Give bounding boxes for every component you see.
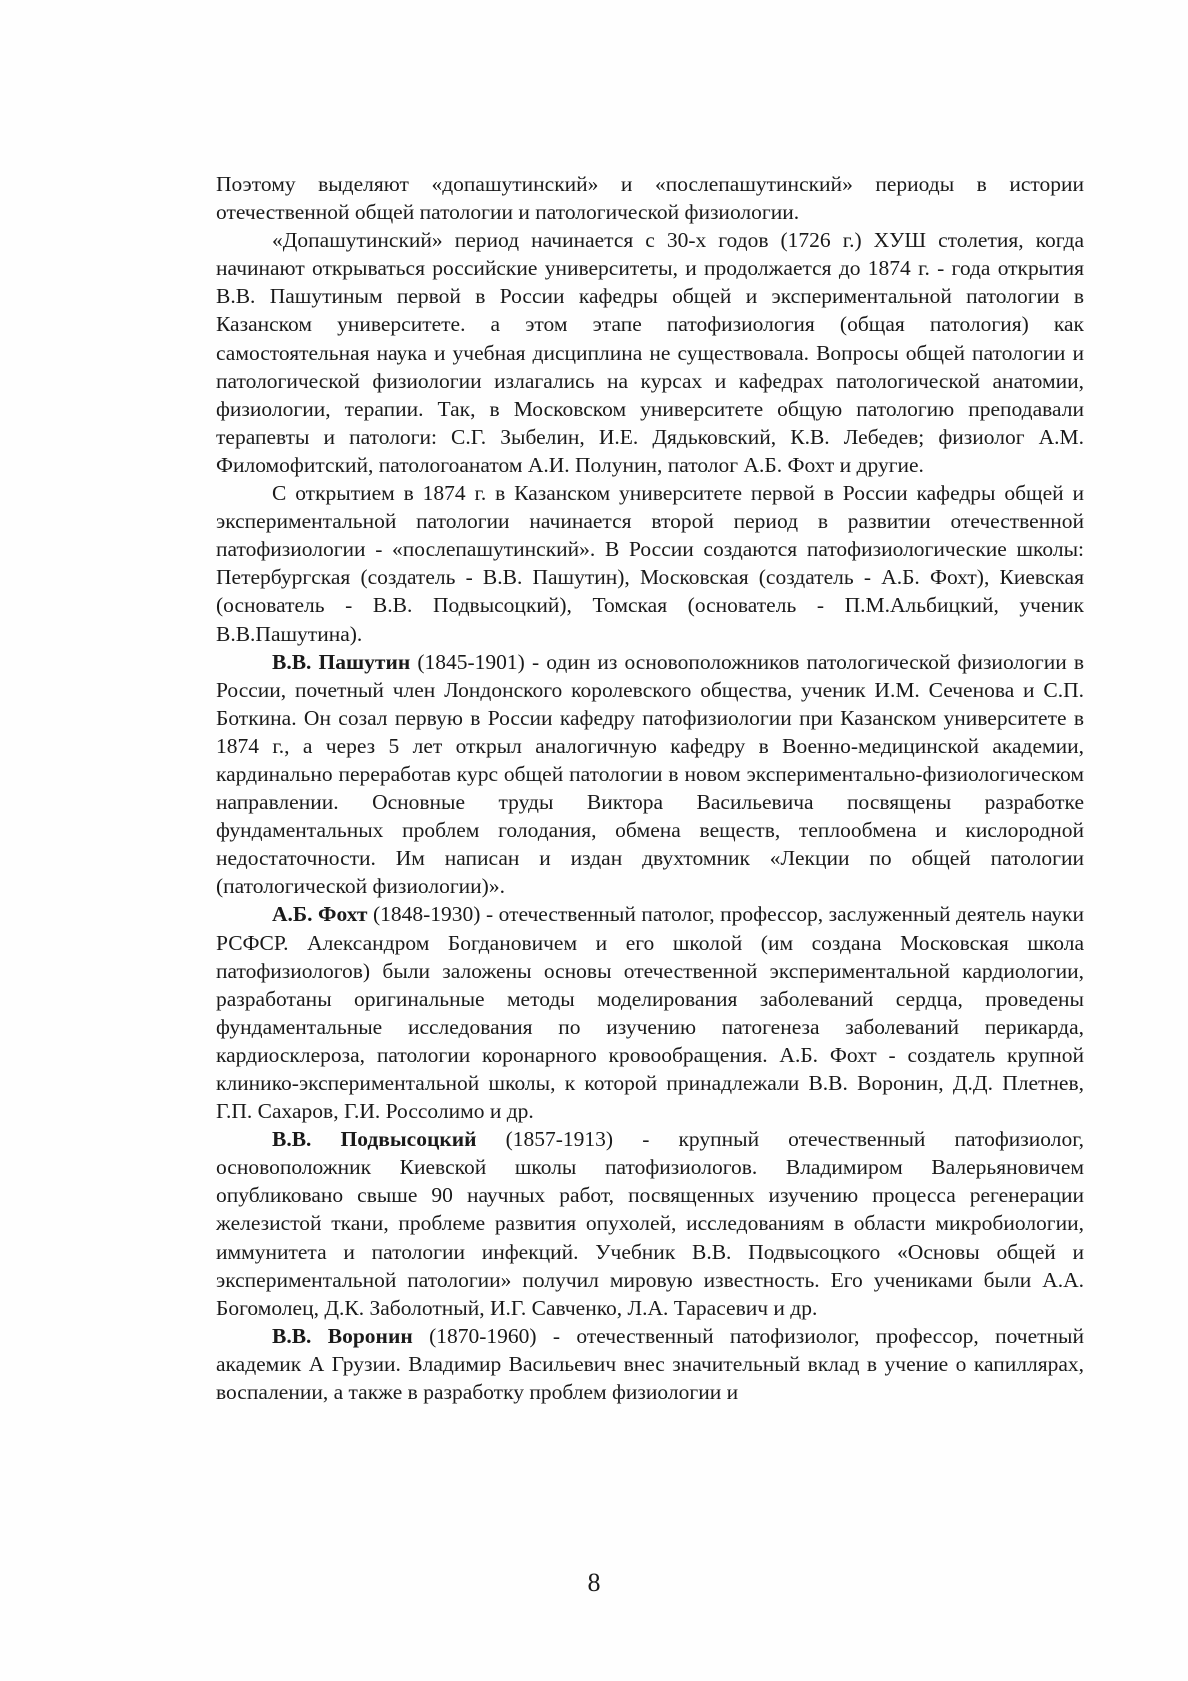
paragraph-pashutin	[216, 648, 1084, 901]
paragraph-text: С открытием в 1874 г. в Казанском университете первой в России кафедры общей и экспериментальной патологии начинается второй период в развитии отечественной патофизиологии - «послепашутинский». В России создаются патофизиологические школы: Петербургская (создатель - В.В. Пашутин), Московская (создатель - А.Б. Фохт), Киевская (основатель - В.В. Подвысоцкий), Томская (основатель - П.М.Альбицкий, ученик В.В.Пашутина).	[216, 481, 1084, 646]
page-text-body	[216, 170, 1084, 1406]
person-name: В.В. Подвысоцкий	[272, 1127, 477, 1152]
paragraph-text: (1848-1930) - отечественный патолог, профессор, заслуженный деятель науки РСФСР. Александром Богдановичем и его школой (им создана Московская школа патофизиологов) были заложены основы отечественной экспериментальной кардиологии, разработаны оригинальные методы моделирования заболеваний сердца, проведены фундаментальные исследования по изучению патогенеза заболеваний перикарда, кардиосклероза, патологии коронарного кровообращения. А.Б. Фохт - создатель крупной клинико-экспериментальной школы, к которой принадлежали В.В. Воронин, Д.Д. Плетнев, Г.П. Сахаров, Г.И. Россолимо и др.	[216, 902, 1084, 1124]
paragraph-text: (1870-1960) - отечественный патофизиолог, профессор, почетный академик А Грузии. Владимир Васильевич внес значительный вклад в учение о капиллярах, воспалении, а также в разработку проблем физиологии и	[216, 1323, 1084, 1405]
person-name: А.Б. Фохт	[272, 902, 368, 927]
page-number: 8	[587, 1568, 601, 1597]
paragraph-text: Поэтому выделяют «допашутинский» и «послепашутинский» периоды в истории отечественной общей патологии и патологической физиологии.	[216, 172, 1084, 225]
paragraph-text: «Допашутинский» период начинается с 30-х годов (1726 г.) ХУШ столетия, когда начинают открываться российские университеты, и продолжается до 1874 г. - года открытия В.В. Пашутиным первой в России кафедры общей и экспериментальной патологии в Казанском университете. а этом этапе патофизиология (общая патология) как самостоятельная наука и учебная дисциплина не существовала. Вопросы общей патологии и патологической физиологии излагались на курсах и кафедрах патологической анатомии, физиологии, терапии. Так, в Московском университете общую патологию преподавали терапевты и патологи: С.Г. Зыбелин, И.Е. Дядьковский, К.В. Лебедев; физиолог А.М. Филомофитский, патологоанатом А.И. Полунин, патолог А.Б. Фохт и другие.	[216, 228, 1084, 477]
paragraph-text: (1845-1901) - один из основоположников патологической физиологии в России, почетный член Лондонского королевского общества, ученик И.М. Сеченова и С.П. Боткина. Он созал первую в России кафедру патофизиологии при Казанском университете в 1874 г., а через 5 лет открыл аналогичную кафедру в Военно-медицинской академии, кардинально переработав курс общей патологии в новом экспериментально-физиологическом направлении. Основные труды Виктора Васильевича посвящены разработке фундаментальных проблем голодания, обмена веществ, теплообмена и кислородной недостаточности. Им написан и издан двухтомник «Лекции по общей патологии (патологической физиологии)».	[216, 649, 1084, 899]
paragraph-post-pashutin-period	[216, 479, 1084, 648]
paragraph-pre-pashutin-period	[216, 226, 1084, 479]
paragraph-fokht	[216, 900, 1084, 1125]
person-name: В.В. Пашутин	[272, 649, 411, 674]
paragraph-text: (1857-1913) - крупный отечественный патофизиолог, основоположник Киевской школы патофизиологов. Владимиром Валерьяновичем опубликовано свыше 90 научных работ, посвященных изучению процесса регенерации железистой ткани, проблеме развития опухолей, исследованиям в области микробиологии, иммунитета и патологии инфекций. Учебник В.В. Подвысоцкого «Основы общей и экспериментальной патологии» получил мировую известность. Его учениками были А.А. Богомолец, Д.К. Заболотный, И.Г. Савченко, Л.А. Тарасевич и др.	[216, 1127, 1085, 1320]
paragraph-voronin	[216, 1322, 1084, 1406]
paragraph-podvysotsky	[216, 1125, 1084, 1322]
person-name: В.В. Воронин	[272, 1323, 413, 1348]
paragraph-intro	[216, 170, 1084, 226]
